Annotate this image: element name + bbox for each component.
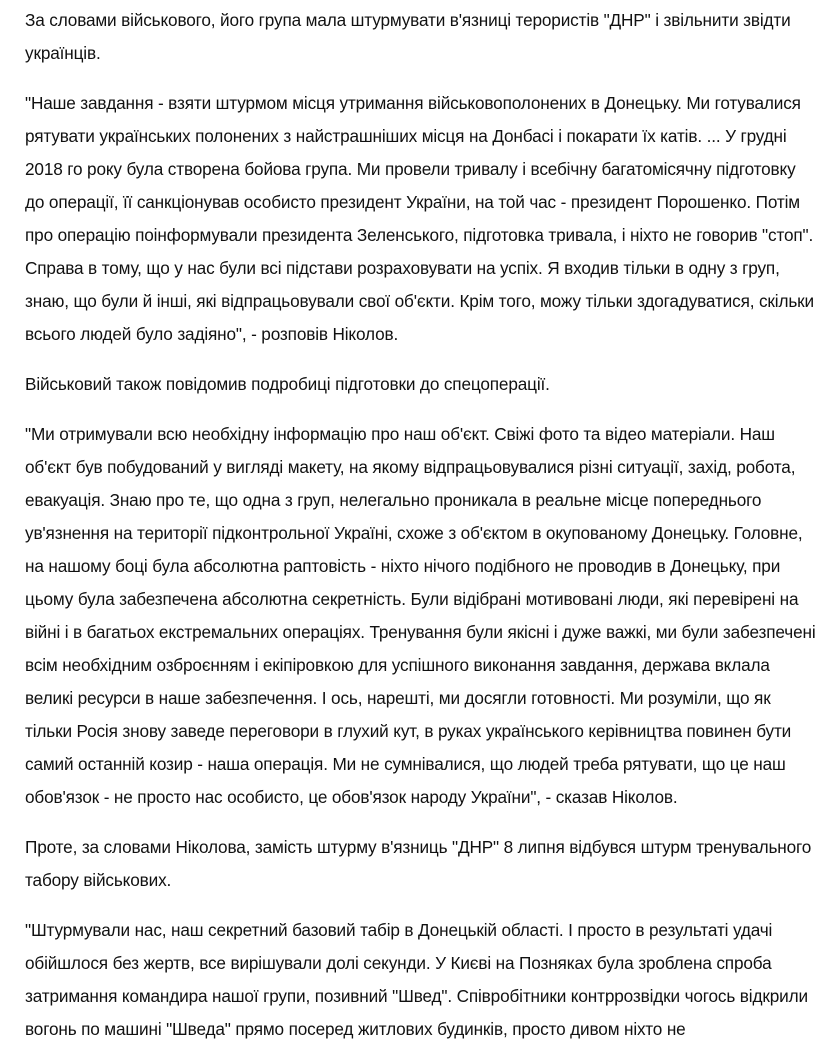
- paragraph-preparation-intro: Військовий також повідомив подробиці підготовки до спецоперації.: [25, 374, 550, 394]
- paragraph-quote-preparation: "Ми отримували всю необхідну інформацію про наш об'єкт. Свіжі фото та відео матеріали. Наш об'єкт був побудований у вигляді макету, на якому відпрацьовувалися різні ситуації, захід, робота, евакуація. Знаю про те, що одна з груп, нелегально проникала в реальне місце попереднього ув'язнення на території підконтрольної Україні, схоже з об'єктом в окупованому Донецьку. Головне, на нашому боці була абсолютна раптовість - ніхто нічого подібного не проводив в Донецьку, при цьому була забезпечена абсолютна секретність. Були відібрані мотивовані люди, які перевірені на війні і в багатьох екстремальних операціях. Тренування були якісні і дуже важкі, ми були забезпечені всім необхідним озброєнням і екіпіровкою для успішного виконання завдання, держава вклала великі ресурси в наше забезпечення. І ось, нарешті, ми досягли готовності. Ми розуміли, що як тільки Росія знову заведе переговори в глухий кут, в руках українського керівництва повинен бути самий останній козир - наша операція. Ми не сумнівалися, що людей треба рятувати, що це наш обов'язок - не просто нас особисто, це обов'язок народу України", - сказав Ніколов.: [25, 424, 816, 807]
- paragraph-intro: За словами військового, його група мала штурмувати в'язниці терористів "ДНР" і звільнити звідти українців.: [25, 10, 791, 63]
- paragraph-assault-instead: Проте, за словами Ніколова, замість штурму в'язниць "ДНР" 8 липня відбувся штурм тренувального табору військових.: [25, 837, 812, 890]
- paragraph-quote-assault: "Штурмували нас, наш секретний базовий табір в Донецькій області. І просто в результаті удачі обійшлося без жертв, все вирішували долі секунди. У Києві на Позняках була зроблена спроба затримання командира нашої групи, позивний "Швед". Співробітники контррозвідки чогось відкрили вогонь по машині "Шведа" прямо посеред житлових будинків, просто дивом ніхто не: [25, 920, 808, 1039]
- paragraph-quote-task: "Наше завдання - взяти штурмом місця утримання військовополонених в Донецьку. Ми готувалися рятувати українських полонених з найстрашніших місця на Донбасі і покарати їх катів. ... У грудні 2018 го року була створена бойова група. Ми провели тривалу і всебічну багатомісячну підготовку до операції, її санкціонував особисто президент України, на той час - президент Порошенко. Потім про операцію поінформували президента Зеленського, підготовка тривала, і ніхто не говорив "стоп". Справа в тому, що у нас були всі підстави розраховувати на успіх. Я входив тільки в одну з груп, знаю, що були й інші, які відпрацьовували свої об'єкти. Крім того, можу тільки здогадуватися, скільки всього людей було задіяно", - розповів Ніколов.: [25, 93, 814, 344]
